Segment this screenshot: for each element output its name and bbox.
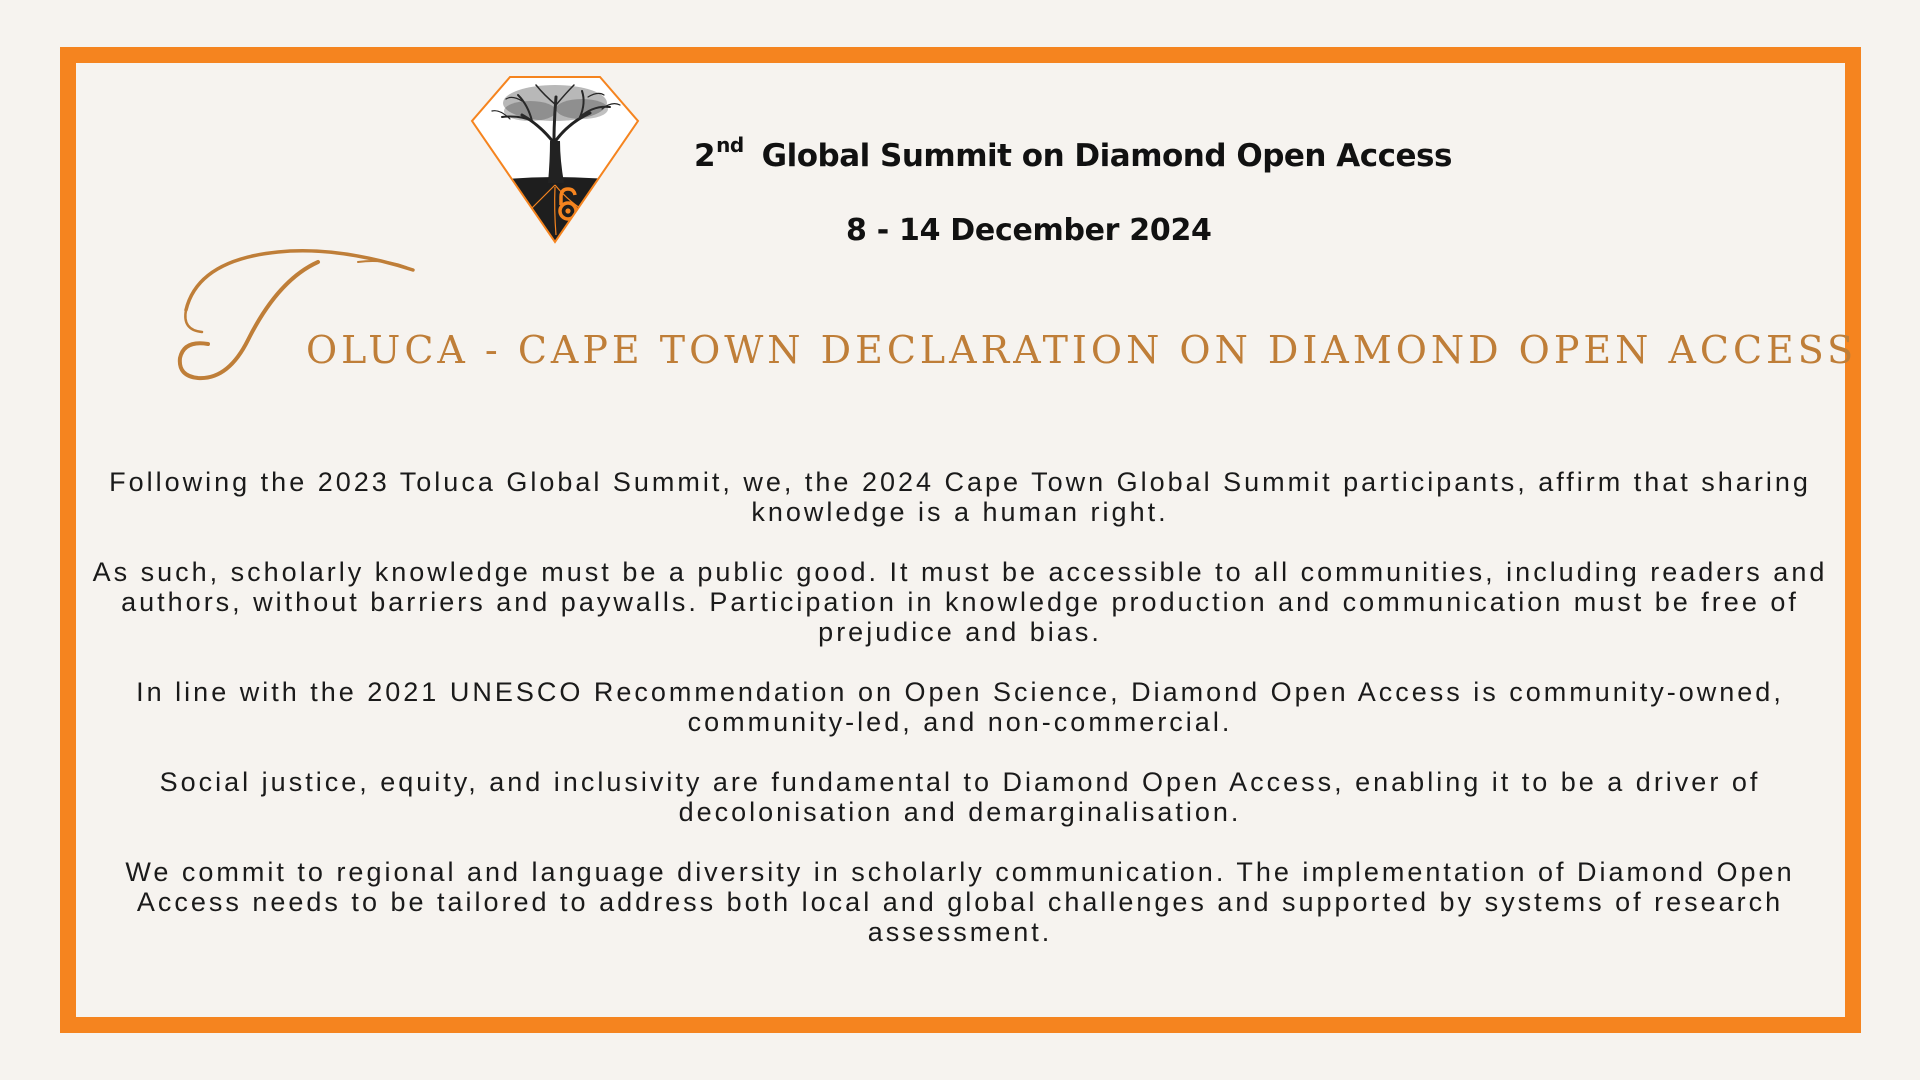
summit-dates: 8 - 14 December 2024 xyxy=(846,213,1212,248)
declaration-title: OLUCA - CAPE TOWN DECLARATION ON DIAMOND OPEN ACCESS xyxy=(306,328,1858,372)
paragraph-1: Following the 2023 Toluca Global Summit, we, the 2024 Cape Town Global Summit participants, affirm that sharing knowledge is a human right. xyxy=(109,467,1811,527)
paragraph-3: In line with the 2021 UNESCO Recommendation on Open Science, Diamond Open Access is community-owned, community-led, and non-commercial. xyxy=(136,677,1784,737)
declaration-body xyxy=(80,467,1840,977)
ordinal-suffix: nd xyxy=(716,133,744,157)
summit-title xyxy=(694,133,1452,174)
paragraph-4: Social justice, equity, and inclusivity are fundamental to Diamond Open Access, enabling it to be a driver of decolonisation and demarginalisation. xyxy=(159,767,1761,827)
baobab-tree-diamond-open-access-icon xyxy=(470,75,640,245)
ordinal-number: 2 xyxy=(694,138,716,174)
paragraph-2: As such, scholarly knowledge must be a public good. It must be accessible to all communities, including readers and authors, without barriers and paywalls. Participation in knowledge production and communication must be free of prejudice and bias. xyxy=(92,557,1828,647)
paragraph-5: We commit to regional and language diversity in scholarly communication. The implementation of Diamond Open Access needs to be tailored to address both local and global challenges and supported by systems of research assessment. xyxy=(125,857,1795,947)
summit-name: Global Summit on Diamond Open Access xyxy=(761,138,1452,174)
